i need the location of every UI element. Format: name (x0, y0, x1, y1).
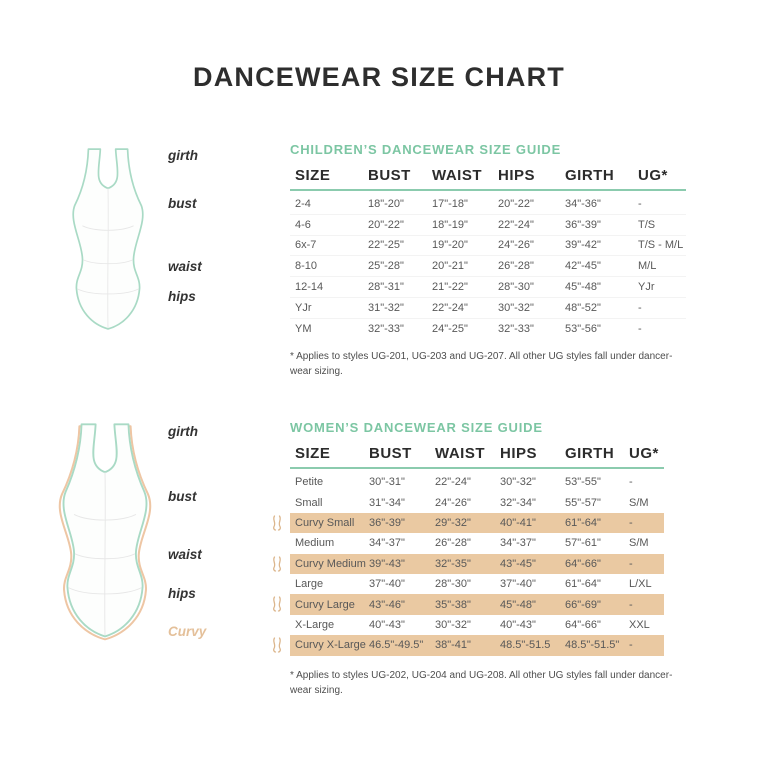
table-cell: 12-14 (295, 281, 324, 294)
column-header-hips: HIPS (500, 445, 538, 462)
table-cell: 64"-66" (565, 618, 601, 631)
table-row (290, 298, 686, 319)
table-cell: 40"-43" (369, 618, 405, 631)
table-cell: 48.5"-51.5 (500, 639, 551, 652)
table-cell: - (629, 598, 633, 611)
column-header-size: SIZE (295, 445, 331, 462)
women-table-heading: WOMEN’S DANCEWEAR SIZE GUIDE (290, 420, 543, 435)
table-cell: 38"-41" (435, 639, 471, 652)
column-header-size: SIZE (295, 167, 331, 184)
table-row (290, 236, 686, 257)
table-cell: 66"-69" (565, 598, 601, 611)
table-cell: 48.5"-51.5" (565, 639, 620, 652)
table-cell: 31"-32" (368, 301, 404, 314)
table-cell: 36"-39" (565, 218, 601, 231)
table-cell: 26"-28" (498, 260, 534, 273)
table-cell: - (638, 323, 642, 336)
table-cell: 61"-64" (565, 516, 601, 529)
curvy-figure-icon (271, 515, 283, 531)
table-cell: 34"-37" (500, 537, 536, 550)
table-row (290, 533, 664, 553)
table-row (290, 574, 664, 594)
table-cell: 17"-18" (432, 197, 468, 210)
table-cell: 28"-30" (498, 281, 534, 294)
table-cell: 45"-48" (500, 598, 536, 611)
table-row-curvy (290, 594, 664, 614)
label-bust-children: bust (168, 196, 197, 211)
table-cell: Curvy Large (295, 598, 355, 611)
table-cell: 20"-21" (432, 260, 468, 273)
label-girth-children: girth (168, 148, 198, 163)
table-cell: S/M (629, 496, 649, 509)
table-cell: 37"-40" (500, 578, 536, 591)
table-cell: 42"-45" (565, 260, 601, 273)
table-cell: 26"-28" (435, 537, 471, 550)
table-cell: 35"-38" (435, 598, 471, 611)
table-cell: 6x-7 (295, 239, 317, 252)
table-row (290, 472, 664, 492)
children-table-header-row (290, 167, 686, 184)
table-cell: XXL (629, 618, 650, 631)
column-header-girth: GIRTH (565, 167, 615, 184)
table-cell: 24"-26" (498, 239, 534, 252)
table-cell: 24"-25" (432, 323, 468, 336)
label-girth-women: girth (168, 424, 198, 439)
table-cell: 18"-19" (432, 218, 468, 231)
table-cell: 30"-32" (435, 618, 471, 631)
women-table-body (290, 472, 664, 656)
table-cell: 32"-34" (500, 496, 536, 509)
table-cell: 39"-42" (565, 239, 601, 252)
table-cell: S/M (629, 537, 649, 550)
table-cell: - (638, 301, 642, 314)
table-cell: 28"-31" (368, 281, 404, 294)
table-cell: 29"-32" (435, 516, 471, 529)
table-cell: 28"-30" (435, 578, 471, 591)
table-cell: 57"-61" (565, 537, 601, 550)
children-leotard-illustration (55, 144, 161, 340)
table-cell: 22"-24" (498, 218, 534, 231)
table-cell: 22"-24" (435, 476, 471, 489)
table-cell: Petite (295, 476, 324, 489)
table-cell: 53"-56" (565, 323, 601, 336)
table-cell: 30"-32" (500, 476, 536, 489)
table-cell: 19"-20" (432, 239, 468, 252)
table-cell: 24"-26" (435, 496, 471, 509)
table-cell: 22"-25" (368, 239, 404, 252)
children-table-footnote: * Applies to styles UG-201, UG-203 and UG-207. All other UG styles fall under dancer-wear sizing. (290, 350, 673, 378)
column-header-bust: BUST (369, 445, 412, 462)
table-cell: Curvy Small (295, 516, 355, 529)
leotard-outline-drawing-women (44, 414, 166, 658)
women-table-footnote: * Applies to styles UG-202, UG-204 and UG-208. All other UG styles fall under dancer-wear sizing. (290, 669, 673, 697)
table-cell: 34"-37" (369, 537, 405, 550)
table-row (290, 319, 686, 340)
table-cell: 30"-31" (369, 476, 405, 489)
table-cell: 20"-22" (498, 197, 534, 210)
table-row-curvy (290, 554, 664, 574)
table-cell: L/XL (629, 578, 652, 591)
table-cell: 34"-36" (565, 197, 601, 210)
table-cell: Large (295, 578, 324, 591)
page-title: DANCEWEAR SIZE CHART (193, 62, 565, 92)
table-cell: 31"-34" (369, 496, 405, 509)
table-cell: 39"-43" (369, 557, 405, 570)
table-cell: 48"-52" (565, 301, 601, 314)
table-cell: - (629, 516, 633, 529)
curvy-figure-icon (271, 556, 283, 572)
table-row (290, 215, 686, 236)
table-cell: 20"-22" (368, 218, 404, 231)
table-cell: YJr (295, 301, 312, 314)
table-cell: 40"-43" (500, 618, 536, 631)
table-cell: Medium (295, 537, 335, 550)
women-leotard-illustration (44, 414, 166, 658)
table-cell: Curvy X-Large (295, 639, 366, 652)
label-hips-women: hips (168, 586, 196, 601)
table-cell: 53"-55" (565, 476, 601, 489)
women-size-table (290, 420, 673, 699)
table-cell: 2-4 (295, 197, 311, 210)
table-cell: 43"-45" (500, 557, 536, 570)
table-cell: 22"-24" (432, 301, 468, 314)
column-header-waist: WAIST (432, 167, 482, 184)
column-header-girth: GIRTH (565, 445, 615, 462)
table-cell: 4-6 (295, 218, 311, 231)
label-bust-women: bust (168, 489, 197, 504)
curvy-figure-icon (271, 596, 283, 612)
table-row-curvy (290, 635, 664, 655)
table-cell: 64"-66" (565, 557, 601, 570)
table-cell: 32"-35" (435, 557, 471, 570)
header-underline (290, 189, 686, 191)
header-underline (290, 467, 664, 469)
column-header-waist: WAIST (435, 445, 485, 462)
table-cell: - (629, 639, 633, 652)
leotard-outline-drawing-children (55, 144, 161, 340)
table-cell: 18"-20" (368, 197, 404, 210)
table-cell: YM (295, 323, 312, 336)
table-row (290, 277, 686, 298)
table-cell: T/S - M/L (638, 239, 684, 252)
children-table-body (290, 194, 686, 340)
table-cell: 21"-22" (432, 281, 468, 294)
table-row (290, 615, 664, 635)
table-cell: 8-10 (295, 260, 318, 273)
label-hips-children: hips (168, 289, 196, 304)
children-size-table (290, 142, 686, 380)
table-cell: Small (295, 496, 323, 509)
curvy-figure-icon (271, 637, 283, 653)
table-row-curvy (290, 513, 664, 533)
table-cell: 30"-32" (498, 301, 534, 314)
table-cell: 45"-48" (565, 281, 601, 294)
column-header-hips: HIPS (498, 167, 536, 184)
table-cell: - (638, 197, 642, 210)
table-cell: 37"-40" (369, 578, 405, 591)
table-cell: - (629, 557, 633, 570)
column-header-bust: BUST (368, 167, 411, 184)
table-cell: 25"-28" (368, 260, 404, 273)
table-cell: X-Large (295, 618, 335, 631)
table-cell: M/L (638, 260, 657, 273)
column-header-ug: UG* (629, 445, 659, 462)
table-cell: 55"-57" (565, 496, 601, 509)
table-cell: 36"-39" (369, 516, 405, 529)
table-row (290, 492, 664, 512)
label-waist-women: waist (168, 547, 202, 562)
label-curvy-women: Curvy (168, 624, 207, 639)
table-cell: 61"-64" (565, 578, 601, 591)
label-waist-children: waist (168, 259, 202, 274)
table-cell: 32"-33" (498, 323, 534, 336)
women-table-header-row (290, 445, 664, 462)
table-cell: Curvy Medium (295, 557, 366, 570)
table-cell: - (629, 476, 633, 489)
children-table-heading: CHILDREN’S DANCEWEAR SIZE GUIDE (290, 142, 562, 157)
table-cell: 32"-33" (368, 323, 404, 336)
table-row (290, 256, 686, 277)
table-cell: 46.5"-49.5" (369, 639, 424, 652)
table-cell: 40"-41" (500, 516, 536, 529)
table-row (290, 194, 686, 215)
table-cell: T/S (638, 218, 656, 231)
table-cell: YJr (638, 281, 655, 294)
table-cell: 43"-46" (369, 598, 405, 611)
column-header-ug: UG* (638, 167, 668, 184)
